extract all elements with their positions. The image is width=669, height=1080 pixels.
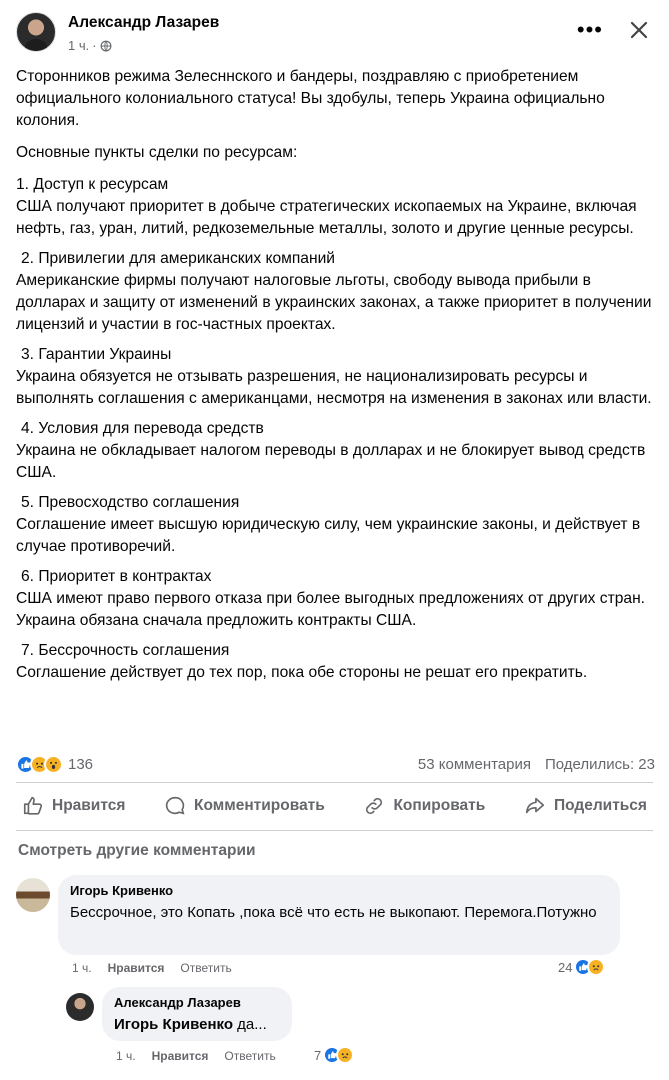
comment-author[interactable]: Игорь Кривенко xyxy=(70,883,174,898)
intro-paragraph: Сторонников режима Зелесннского и бандеры, поздравляю с приобретением официального колониального статуса! Вы здобулы, теперь Украина официально колония. xyxy=(16,68,605,129)
reply-body: да... xyxy=(232,1016,267,1033)
deal-point xyxy=(16,174,656,240)
comment-reply-button[interactable]: Ответить xyxy=(180,961,232,975)
reply-time[interactable]: 1 ч. xyxy=(116,1049,136,1063)
reply-like-button[interactable]: Нравится xyxy=(151,1049,209,1063)
reply-text xyxy=(114,1014,280,1035)
comment-time[interactable]: 1 ч. xyxy=(72,961,92,975)
comment-bubble xyxy=(58,875,620,955)
comment-like-button[interactable]: Нравится xyxy=(107,961,165,975)
deal-point-text: Соглашение имеет высшую юридическую силу, чем украинские законы, и действует в случае противоречий. xyxy=(16,516,641,555)
deal-point-title: 1. Доступ к ресурсам xyxy=(16,176,169,193)
copy-label: Копировать xyxy=(393,797,486,814)
deal-point-title: 3. Гарантии Украины xyxy=(21,346,172,363)
shares-count-link[interactable]: Поделились: 23 xyxy=(545,755,655,773)
deal-point-title: 7. Бессрочность соглашения xyxy=(21,642,230,659)
stats-right xyxy=(418,756,655,773)
deal-point xyxy=(16,418,656,484)
reply-mention[interactable]: Игорь Кривенко xyxy=(114,1016,233,1033)
share-button[interactable] xyxy=(518,795,653,817)
author-name[interactable]: Александр Лазарев xyxy=(68,14,220,31)
commenter-avatar[interactable] xyxy=(16,878,50,912)
deal-point xyxy=(16,566,656,632)
meta-separator: · xyxy=(92,38,97,53)
reply-reply-button[interactable]: Ответить xyxy=(224,1049,276,1063)
reply-actions xyxy=(116,1049,276,1063)
post-stats xyxy=(16,752,655,776)
comment-label: Комментировать xyxy=(194,797,325,814)
link-icon xyxy=(363,795,385,817)
deal-point-text: США имеют право первого отказа при более выгодных предложениях от других стран. Украина обязана сначала предложить контракты США. xyxy=(16,590,646,629)
comment-reactions[interactable] xyxy=(558,958,600,976)
deal-point xyxy=(16,640,656,684)
share-icon xyxy=(524,795,546,817)
comment-actions xyxy=(72,961,232,975)
post-time[interactable]: 1 ч. xyxy=(68,38,90,53)
comment-text: Бессрочное, это Копать ,пока всё что есть не выкопают. Перемога.Потужно xyxy=(70,904,597,921)
reactions-summary[interactable] xyxy=(16,755,93,774)
reply-author-avatar[interactable] xyxy=(66,993,94,1021)
like-label: Нравится xyxy=(52,797,126,814)
post-header xyxy=(16,12,653,62)
deal-point-text: Украина не обкладывает налогом переводы в долларах и не блокирует вывод средств США. xyxy=(16,442,646,481)
comment-button[interactable] xyxy=(158,795,331,817)
reply-reaction-count: 7 xyxy=(314,1047,322,1063)
post-body xyxy=(16,66,656,692)
more-options-icon[interactable]: ••• xyxy=(576,17,603,42)
deal-point-title: 5. Превосходство соглашения xyxy=(21,494,240,511)
list-heading: Основные пункты сделки по ресурсам: xyxy=(16,144,298,161)
post-meta xyxy=(68,38,112,53)
post-actions xyxy=(16,786,653,826)
reply-reactions[interactable] xyxy=(314,1046,349,1064)
sad-reaction-icon xyxy=(336,1046,354,1064)
comment-reaction-count: 24 xyxy=(558,959,573,975)
deal-point-text: США получают приоритет в добыче стратегических ископаемых на Украине, включая нефть, газ, уран, литий, редкоземельные металлы, золото и другие ценные ресурсы. xyxy=(16,198,637,237)
reply-author[interactable]: Александр Лазарев xyxy=(114,995,241,1010)
reaction-count: 136 xyxy=(68,755,94,773)
sad-reaction-icon xyxy=(587,958,605,976)
wow-reaction-icon xyxy=(44,755,63,774)
copy-button[interactable] xyxy=(357,795,491,817)
share-label: Поделиться xyxy=(553,797,647,814)
reply-bubble xyxy=(102,987,292,1041)
thumbs-up-icon xyxy=(22,795,44,817)
deal-point xyxy=(16,344,656,410)
deal-point-title: 2. Привилегии для американских компаний xyxy=(21,250,336,267)
deal-point-text: Соглашение действует до тех пор, пока обе стороны не решат его прекратить. xyxy=(16,664,588,681)
deal-point-title: 6. Приоритет в контрактах xyxy=(21,568,212,585)
like-button[interactable] xyxy=(16,795,131,817)
divider xyxy=(16,830,653,831)
comments-count-link[interactable]: 53 комментария xyxy=(417,755,531,773)
globe-icon xyxy=(100,40,112,52)
deal-point xyxy=(16,248,656,336)
view-more-comments-link[interactable]: Смотреть другие комментарии xyxy=(18,842,256,859)
deal-point-title: 4. Условия для перевода средств xyxy=(21,420,264,437)
divider xyxy=(16,782,653,783)
comment-icon xyxy=(164,795,186,817)
deal-point-text: Украина обязуется не отзывать разрешения, не национализировать ресурсы и выполнять соглашения с американцами, несмотря на изменения в законах или власти. xyxy=(16,368,652,407)
deal-point-text: Американские фирмы получают налоговые льготы, свободу вывода прибыли в долларах и защиту от изменений в украинских законах, а также приоритет в получении лицензий и участии в гос-частных проектах. xyxy=(16,272,652,333)
deal-point xyxy=(16,492,656,558)
close-icon[interactable] xyxy=(625,16,653,44)
author-avatar[interactable] xyxy=(16,12,56,52)
